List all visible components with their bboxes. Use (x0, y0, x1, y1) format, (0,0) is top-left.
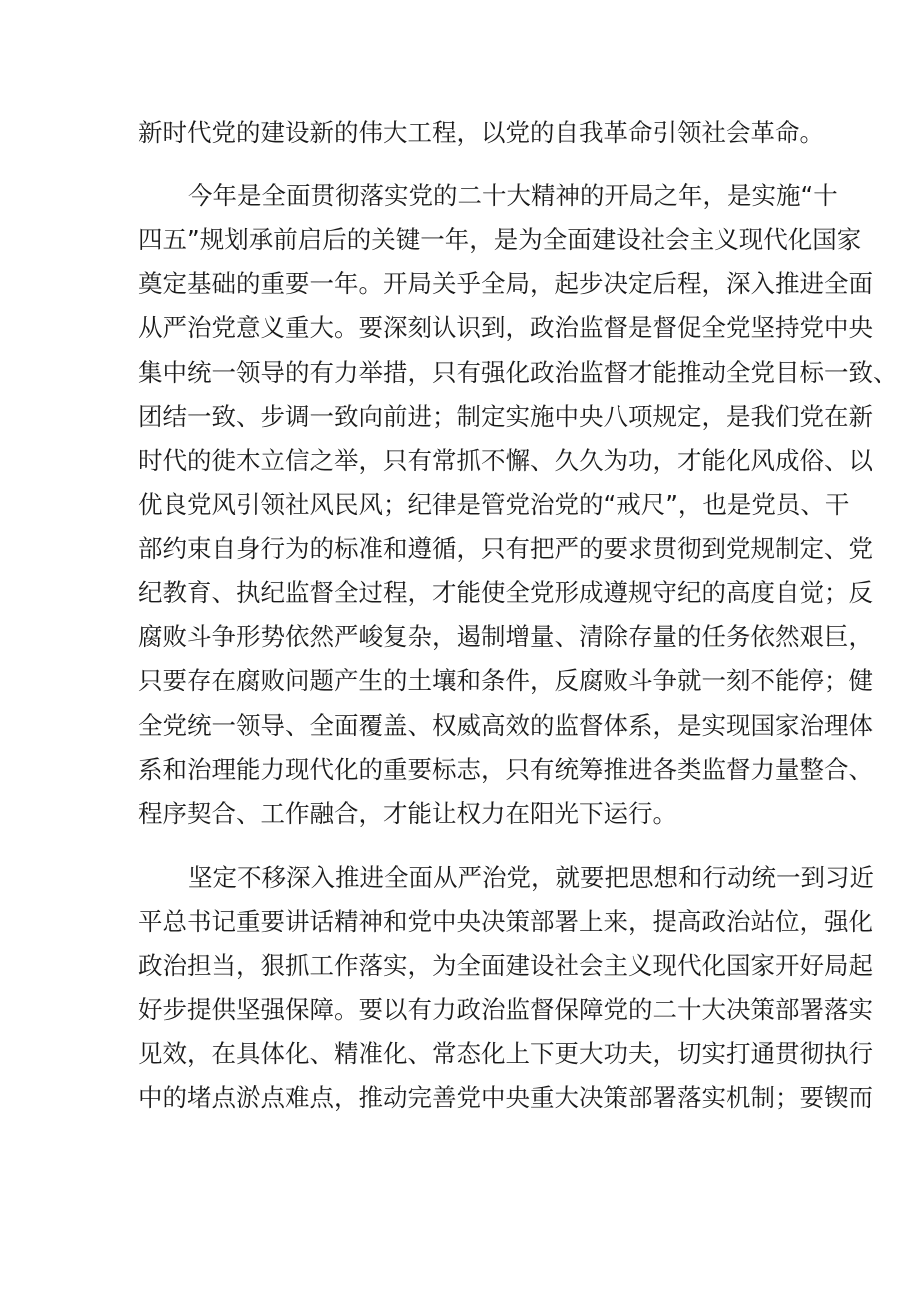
text-line: 见效，在具体化、精准化、常态化上下更大功夫，切实打通贯彻执行 (138, 1039, 873, 1068)
text-line: 只要存在腐败问题产生的土壤和条件，反腐败斗争就一刻不能停；健 (138, 666, 873, 695)
text-line: 新时代党的建设新的伟大工程，以党的自我革命引领社会革命。 (138, 118, 824, 147)
text-line: 好步提供坚强保障。要以有力政治监督保障党的二十大决策部署落实 (138, 995, 873, 1024)
text-line: 从严治党意义重大。要深刻认识到，政治监督是督促全党坚持党中央 (138, 313, 873, 342)
text-line: 纪教育、执纪监督全过程，才能使全党形成遵规守纪的高度自觉；反 (138, 578, 873, 607)
text-line: 奠定基础的重要一年。开局关乎全局，起步决定后程，深入推进全面 (138, 269, 873, 298)
text-line: 集中统一领导的有力举措，只有强化政治监督才能推动全党目标一致、 (138, 358, 898, 387)
text-line: 程序契合、工作融合，才能让权力在阳光下运行。 (138, 799, 677, 828)
text-line: 平总书记重要讲话精神和党中央决策部署上来，提高政治站位，强化 (138, 907, 873, 936)
text-line: 部约束自身行为的标准和遵循，只有把严的要求贯彻到党规制定、党 (138, 534, 873, 563)
text-line: 四五”规划承前启后的关键一年，是为全面建设社会主义现代化国家 (138, 225, 862, 254)
text-line: 中的堵点淤点难点，推动完善党中央重大决策部署落实机制；要锲而 (138, 1083, 873, 1112)
text-line: 政治担当，狠抓工作落实，为全面建设社会主义现代化国家开好局起 (138, 951, 873, 980)
text-line: 团结一致、步调一致向前进；制定实施中央八项规定，是我们党在新 (138, 402, 873, 431)
text-line: 今年是全面贯彻落实党的二十大精神的开局之年，是实施“十 (188, 181, 838, 210)
text-line: 时代的徙木立信之举，只有常抓不懈、久久为功，才能化风成俗、以 (138, 446, 873, 475)
text-line: 系和治理能力现代化的重要标志，只有统筹推进各类监督力量整合、 (138, 755, 873, 784)
text-line: 全党统一领导、全面覆盖、权威高效的监督体系，是实现国家治理体 (138, 711, 873, 740)
text-line: 优良党风引领社风民风；纪律是管党治党的“戒尺”，也是党员、干 (138, 490, 850, 519)
text-line: 坚定不移深入推进全面从严治党，就要把思想和行动统一到习近 (188, 863, 874, 892)
text-line: 腐败斗争形势依然严峻复杂，遏制增量、清除存量的任务依然艰巨， (138, 622, 873, 651)
